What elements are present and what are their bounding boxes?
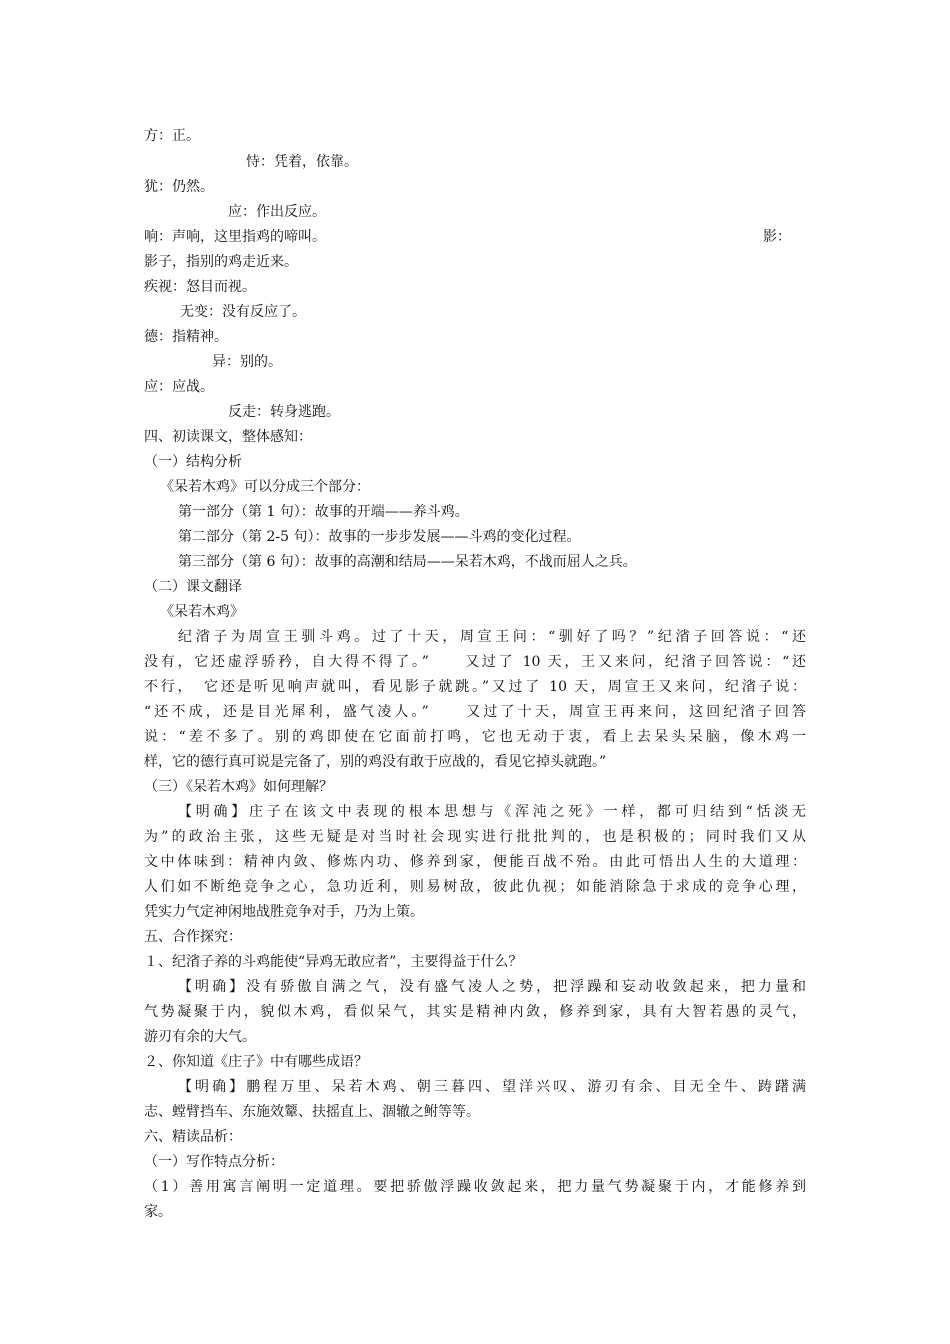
gloss-fang: 方：正。 [144, 128, 200, 144]
section-4-heading: 四、初读课文，整体感知： [144, 429, 312, 445]
understanding-line-4: 人们如不断绝竞争之心，急功近利，则易树敌，彼此仇视；如能消除急于求成的竞争心理， [144, 879, 806, 895]
section-6-heading: 六、精读品析： [144, 1129, 242, 1145]
understanding-line-3: 文中体味到：精神内敛、修炼内功、修养到家，便能百战不殆。由此可悟出人生的大道理： [144, 854, 806, 870]
structure-part-3: 第三部分（第 6 句）：故事的高潮和结局——呆若木鸡，不战而屈人之兵。 [178, 554, 637, 570]
translation-line-2: 没有，它还虚浮骄矜，自大得不得了。” 又过了 10 天，王又来问，纪渻子回答说：“还 [144, 654, 806, 670]
section-5-heading: 五、合作探究： [144, 929, 242, 945]
writing-point-1-line-2: 家。 [144, 1204, 172, 1220]
gloss-ying-shadow-head: 影： [763, 229, 791, 245]
gloss-yi: 异：别的。 [212, 354, 282, 370]
answer-2-line-2: 志、螳臂挡车、东施效颦、扶摇直上、涸辙之鲋等等。 [144, 1104, 480, 1120]
understanding-line-1: 【明确】庄子在该文中表现的根本思想与《浑沌之死》一样，都可归结到“恬淡无 [178, 804, 806, 820]
answer-2-line-1: 【明确】鹏程万里、呆若木鸡、朝三暮四、望洋兴叹、游刃有余、目无全牛、踌躇满 [178, 1079, 806, 1095]
structure-part-1: 第一部分（第 1 句）：故事的开端——养斗鸡。 [178, 504, 469, 520]
answer-1-line-2: 气势凝聚于内，貌似木鸡，看似呆气，其实是精神内敛，修养到家，具有大智若愚的灵气， [144, 1004, 806, 1020]
section-4-sub-structure: （一）结构分析 [144, 454, 242, 470]
gloss-ying-shadow-body: 影子，指别的鸡走近来。 [144, 254, 298, 270]
structure-intro: 《呆若木鸡》可以分成三个部分： [160, 479, 370, 495]
answer-1-line-1: 【明确】没有骄傲自满之气，没有盛气凌人之势，把浮躁和妄动收敛起来，把力量和 [178, 979, 806, 995]
understanding-line-5: 凭实力气定神闲地战胜竞争对手，乃为上策。 [144, 904, 424, 920]
gloss-you: 犹：仍然。 [144, 179, 214, 195]
gloss-fanzou: 反走：转身逃跑。 [228, 404, 340, 420]
gloss-jishi: 疾视：怒目而视。 [144, 279, 256, 295]
gloss-wubian: 无变：没有反应了。 [180, 304, 306, 320]
translation-line-3: 不行， 它还是听见响声就叫，看见影子就跳。”又过了 10 天，周宣王又来问，纪渻子说： [144, 679, 806, 695]
answer-1-line-3: 游刃有余的大气。 [144, 1029, 256, 1045]
gloss-de: 德：指精神。 [144, 329, 228, 345]
translation-line-6: 样，它的德行真可说是完备了，别的鸡没有敢于应战的，看见它掉头就跑。” [144, 754, 607, 770]
translation-line-5: 说：“差不多了。别的鸡即使在它面前打鸣，它也无动于衷，看上去呆头呆脑，像木鸡一 [144, 729, 806, 745]
gloss-xiang: 响：声响，这里指鸡的啼叫。 [144, 229, 326, 245]
structure-part-2: 第二部分（第 2-5 句）：故事的一步步发展——斗鸡的变化过程。 [178, 529, 581, 545]
translation-line-4: “还不成，还是目光犀利，盛气凌人。” 又过了十天，周宣王再来问，这回纪渻子回答 [144, 704, 806, 720]
translation-title: 《呆若木鸡》 [160, 604, 244, 620]
translation-line-1: 纪渻子为周宣王驯斗鸡。过了十天，周宣王问：“驯好了吗？”纪渻子回答说：“还 [178, 629, 806, 645]
gloss-ying-2: 应：应战。 [144, 379, 214, 395]
section-6-sub-writing: （一）写作特点分析： [144, 1154, 284, 1170]
gloss-ying-1: 应：作出反应。 [228, 204, 326, 220]
question-2: ２、你知道《庄子》中有哪些成语？ [144, 1054, 368, 1070]
section-4-sub-translation: （二）课文翻译 [144, 579, 242, 595]
understanding-line-2: 为”的政治主张，这些无疑是对当时社会现实进行批批判的，也是积极的；同时我们又从 [144, 829, 806, 845]
section-4-sub-understanding: （三）《呆若木鸡》如何理解？ [144, 779, 333, 795]
writing-point-1-line-1: （1）善用寓言阐明一定道理。要把骄傲浮躁收敛起来，把力量气势凝聚于内，才能修养到 [144, 1179, 806, 1195]
question-1: １、纪渻子养的斗鸡能使“异鸡无敢应者”，主要得益于什么？ [144, 954, 523, 970]
gloss-shi: 恃：凭着，依靠。 [246, 154, 358, 170]
